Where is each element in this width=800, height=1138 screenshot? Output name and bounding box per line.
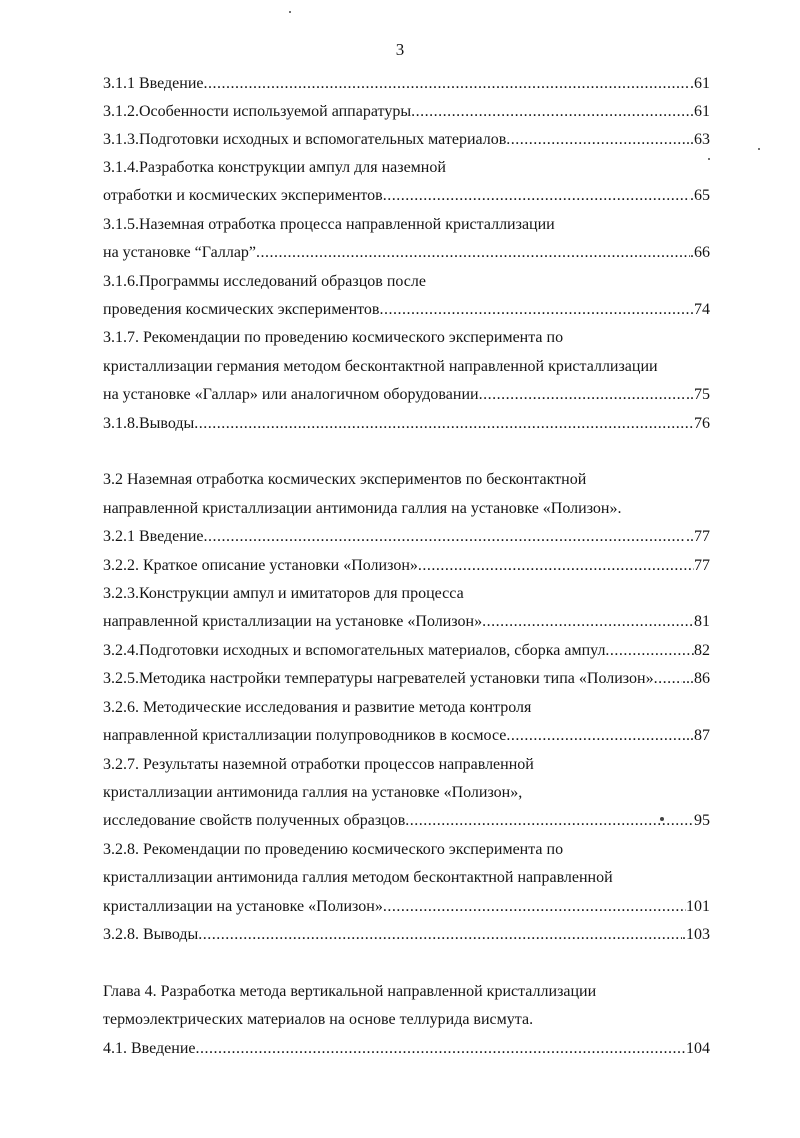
toc-leader-dots bbox=[383, 897, 686, 917]
toc-entry-page: 101 bbox=[686, 898, 710, 915]
toc-leader-dots bbox=[482, 612, 694, 632]
toc-leader-dots bbox=[418, 556, 694, 576]
chapter-heading: термоэлектрических материалов на основе теллурида висмута. bbox=[103, 1011, 534, 1028]
toc-entry-page: 76 bbox=[694, 415, 710, 432]
toc-leader-dots bbox=[411, 102, 690, 122]
toc-leader-dots bbox=[194, 414, 694, 434]
toc-entry-title: 3.2.3.Конструкции ампул и имитаторов для процесса bbox=[103, 585, 464, 602]
toc-entry-title: на установке «Галлар» или аналогичном оборудовании bbox=[103, 386, 479, 403]
toc-entry bbox=[103, 186, 710, 206]
toc-entry-page: ..77 bbox=[686, 528, 710, 545]
toc-entry-title: 3.1.1 Введение bbox=[103, 75, 204, 92]
toc-entry bbox=[103, 669, 710, 689]
toc-leader-dots bbox=[605, 641, 694, 661]
toc-entry-title: кристаллизации германия методом бесконтактной направленной кристаллизации bbox=[103, 358, 658, 375]
toc-entry bbox=[103, 811, 710, 831]
toc-leader-dots bbox=[204, 74, 691, 94]
toc-entry-title: направленной кристаллизации на установке «Полизон» bbox=[103, 613, 483, 630]
toc-leader-dots bbox=[479, 385, 686, 405]
toc-entry-title: отработки и космических экспериментов bbox=[103, 187, 383, 204]
toc-entry bbox=[103, 385, 710, 405]
toc-leader-dots bbox=[379, 300, 694, 320]
scan-speck bbox=[758, 148, 760, 150]
toc-entry bbox=[103, 1039, 710, 1059]
section-heading: направленной кристаллизации антимонида галлия на установке «Полизон». bbox=[103, 500, 622, 517]
toc-entry-title: направленной кристаллизации полупроводников в космосе bbox=[103, 727, 507, 744]
page-number: 3 bbox=[395, 40, 405, 59]
toc-entry-page: .65 bbox=[690, 187, 710, 204]
toc-entry-page: 104 bbox=[686, 1040, 710, 1057]
toc-entry-title: кристаллизации антимонида галлия на установке «Полизон», bbox=[103, 784, 523, 801]
toc-entry-title: 3.2.4.Подготовки исходных и вспомогательных материалов, сборка ампул bbox=[103, 642, 606, 659]
toc-entry-page: 81 bbox=[694, 613, 710, 630]
toc-entry bbox=[103, 556, 710, 576]
toc-entry bbox=[103, 925, 710, 945]
toc-entry-title: 3.2.2. Краткое описание установки «Полизон» bbox=[103, 557, 418, 574]
toc-entry-title: 3.2.8. Рекомендации по проведению космического эксперимента по bbox=[103, 841, 564, 858]
scan-speck bbox=[708, 158, 710, 160]
toc-entry-title: 3.1.8.Выводы bbox=[103, 415, 195, 432]
toc-entry bbox=[103, 74, 710, 94]
toc-entry bbox=[103, 527, 710, 547]
toc-entry-title: 3.1.4.Разработка конструкции ампул для наземной bbox=[103, 159, 446, 176]
toc-entry-title: кристаллизации на установке «Полизон» bbox=[103, 898, 383, 915]
toc-entry bbox=[103, 641, 710, 661]
toc-entry-page: ..75 bbox=[686, 386, 710, 403]
toc-entry bbox=[103, 130, 710, 150]
toc-entry-page: .66 bbox=[690, 244, 710, 261]
toc-entry-page: ..87 bbox=[686, 727, 710, 744]
toc-leader-dots bbox=[204, 527, 687, 547]
toc-entry bbox=[103, 300, 710, 320]
toc-entry-page: ...86 bbox=[682, 670, 710, 687]
toc-leader-dots bbox=[198, 925, 682, 945]
toc-entry bbox=[103, 897, 710, 917]
toc-entry-page: 77 bbox=[694, 557, 710, 574]
scan-speck bbox=[660, 817, 664, 821]
toc-entry-page: .61 bbox=[690, 103, 710, 120]
toc-entry-title: 4.1. Введение bbox=[103, 1040, 196, 1057]
toc-entry-title: 3.1.2.Особенности используемой аппаратуры bbox=[103, 103, 412, 120]
toc-entry-page: .61 bbox=[690, 75, 710, 92]
toc-entry bbox=[103, 612, 710, 632]
toc-leader-dots bbox=[654, 669, 682, 689]
toc-leader-dots bbox=[506, 130, 686, 150]
toc-entry-page: 82 bbox=[694, 642, 710, 659]
toc-leader-dots bbox=[405, 811, 694, 831]
toc-entry-title: 3.1.7. Рекомендации по проведению космического эксперимента по bbox=[103, 329, 564, 346]
section-heading: 3.2 Наземная отработка космических экспериментов по бесконтактной bbox=[103, 471, 587, 488]
toc-entry bbox=[103, 414, 710, 434]
toc-entry-title: 3.1.5.Наземная отработка процесса направленной кристаллизации bbox=[103, 216, 555, 233]
toc-entry-title: 3.2.1 Введение bbox=[103, 528, 204, 545]
toc-entry bbox=[103, 243, 710, 263]
toc-entry-title: исследование свойств полученных образцов bbox=[103, 812, 406, 829]
toc-entry bbox=[103, 102, 710, 122]
toc-leader-dots bbox=[196, 1039, 687, 1059]
toc-entry-page: 95 bbox=[694, 812, 710, 829]
toc-entry-page: 74 bbox=[694, 301, 710, 318]
toc-leader-dots bbox=[256, 243, 690, 263]
toc-leader-dots bbox=[506, 726, 686, 746]
toc-leader-dots bbox=[383, 186, 690, 206]
toc-entry-title: 3.2.6. Методические исследования и развитие метода контроля bbox=[103, 699, 532, 716]
toc-entry-title: 3.1.6.Программы исследований образцов после bbox=[103, 273, 426, 290]
toc-entry-title: 3.1.3.Подготовки исходных и вспомогательных материалов bbox=[103, 131, 507, 148]
chapter-heading: Глава 4. Разработка метода вертикальной направленной кристаллизации bbox=[103, 983, 597, 1000]
toc-entry-title: на установке “Галлар” bbox=[103, 244, 257, 261]
toc-entry-title: проведения космических экспериментов bbox=[103, 301, 380, 318]
toc-entry-title: 3.2.5.Методика настройки температуры нагревателей установки типа «Полизон» bbox=[103, 670, 654, 687]
toc-entry-page: ..63 bbox=[686, 131, 710, 148]
toc-entry-title: 3.2.8. Выводы bbox=[103, 926, 199, 943]
scan-speck bbox=[289, 11, 291, 13]
toc-entry-title: кристаллизации антимонида галлия методом бесконтактной направленной bbox=[103, 869, 613, 886]
toc-entry-title: 3.2.7. Результаты наземной отработки процессов направленной bbox=[103, 756, 534, 773]
toc-entry bbox=[103, 726, 710, 746]
toc-entry-page: .103 bbox=[682, 926, 710, 943]
